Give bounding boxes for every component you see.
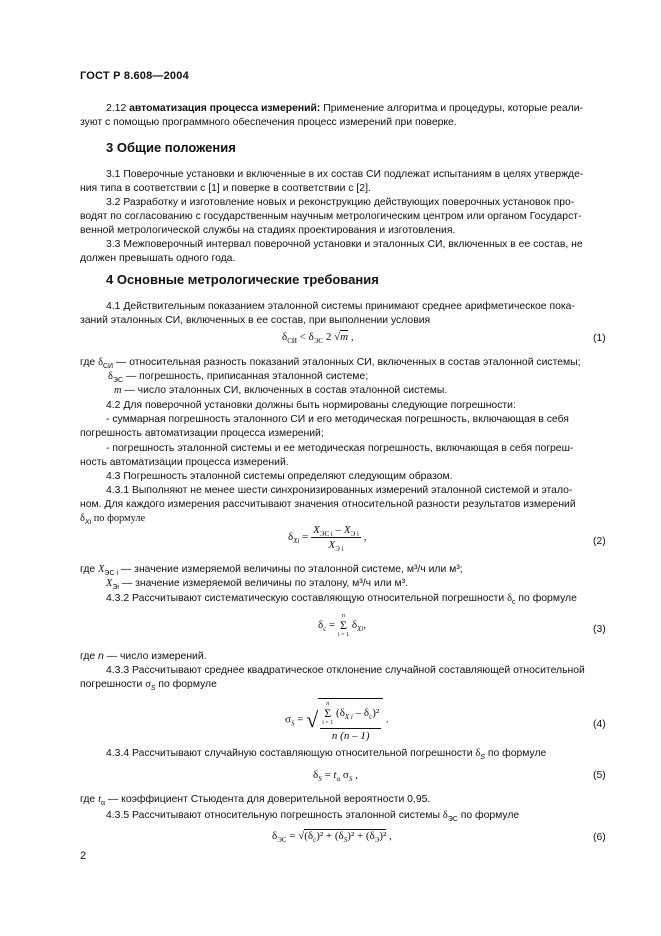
definition-line: где $t_\alpha$ — коэффициент Стьюдента для доверительной вероятности 0,95. [80, 794, 431, 808]
definitions-1 [80, 356, 616, 399]
paragraph-line: водят по согласованию с государственным научным метрологическим центром или органом Государст- [80, 211, 582, 223]
equation-1: $\delta_{СИ} < \delta_{ЭС}$ 2 √m , [282, 331, 354, 346]
term: автоматизация процесса измерений: [129, 103, 321, 114]
paragraph-line: венной метрологической службы на стадиях проектирования и изготовления. [80, 225, 456, 237]
definition-line: где $X_{ЭС i}$ — значение измеряемой величины по эталонной системе, м³/ч или м³; [80, 564, 463, 578]
paragraph-line: 2.12 автоматизация процесса измерений: Применение алгоритма и процедуры, которые реали- [106, 103, 583, 114]
paragraph-line: 3.2 Разработку и изготовление новых и реконструкцию действующих поверочных установок про- [106, 197, 575, 208]
fraction: $\frac{X_{ЭС i} - X_{Э i}}{X_{Э i}}$ [313, 524, 359, 554]
document-header: ГОСТ Р 8.608—2004 [80, 70, 189, 82]
definitions-2 [80, 563, 616, 591]
sum-operator: n Σ i = 1 [338, 613, 350, 638]
definition-line: $X_{Эi}$ — значение измеряемой величины по эталону, м³/ч или м³. [106, 578, 409, 592]
equation-2: $\delta_{Xi}$ = $\frac{X_{ЭС i} - X_{Э i}}{X_{Э i}}$ , [288, 524, 367, 554]
equation-number: (1) [593, 333, 606, 344]
paragraph-line: должен превышать одного года. [80, 253, 236, 265]
paragraph-line: 4.3.3 Рассчитывают среднее квадратическое отклонение случайной составляющей относительной [106, 665, 585, 676]
equation-number: (3) [593, 624, 606, 635]
paragraph-line: погрешность автоматизации процесса измерений; [80, 428, 324, 440]
radical-sign: √ [306, 707, 319, 732]
radicand: $(\delta_c)^2 + (\delta_S)^2 + (\delta_Э)^2$ [304, 830, 387, 845]
equation-number: (4) [593, 719, 606, 730]
fraction: n Σ i = 1 $(\delta_{X i} - \delta_c)^2$ n (n – 1) [322, 701, 380, 742]
paragraph-4-3-1 [80, 484, 616, 527]
paragraph-line: 3.1 Поверочные установки и включенные в их состав СИ подлежат испытаниям в целях утвержде- [106, 169, 584, 180]
paragraph-line: погрешности $\sigma_S$ по формуле [80, 679, 217, 693]
paragraph-3-3 [80, 238, 616, 266]
paragraph-4-3-5 [80, 809, 616, 823]
paragraph-4-3-2 [80, 592, 616, 606]
equation-number: (2) [593, 536, 606, 547]
paragraph-line: ность автоматизации процесса измерений. [80, 456, 289, 468]
paragraph-4-2 [80, 399, 616, 470]
paragraph-line: ния типа в соответствии с [1] и поверке в соответствии с [2]. [80, 183, 371, 195]
section-3-title: 3 Общие положения [106, 140, 236, 155]
definition-line: m — число эталонных СИ, включенных в состав эталонной системы. [114, 385, 448, 397]
definition-line: где n — число измерений. [80, 651, 207, 662]
definition-line: $\delta_{ЭС}$ — погрешность, приписанная эталонной системе; [108, 371, 369, 385]
equation-6: $\delta_{ЭС} = √(\delta_c)^2 + (\delta_S)^2 + (\delta_Э)^2$ , [272, 830, 392, 845]
radical-sign: √ [298, 830, 305, 842]
radicand [318, 698, 383, 742]
page-number: 2 [80, 850, 87, 862]
equation-number: (6) [593, 832, 606, 843]
paragraph-2-12 [80, 102, 616, 130]
paragraph-line: зуют с помощью программного обеспечения процесс измерений при поверке. [80, 117, 457, 129]
paragraph-line: ном. Для каждого измерения рассчитывают значения относительной разности результатов измерений [80, 499, 576, 511]
paragraph-line: 4.3.2 Рассчитывают систематическую составляющую относительной погрешности $\delta_c$ по формуле [106, 593, 577, 607]
paragraph-4-3-4 [80, 747, 616, 761]
paragraph-line: - суммарная погрешность эталонного СИ и его методическая погрешность, включающая в себя [106, 414, 569, 426]
equation-5: $\delta_S = t_\alpha$ $\sigma_S$ , [313, 769, 358, 784]
definitions-3 [80, 650, 616, 664]
radical-sign: √ [334, 331, 341, 343]
paragraph-line: $\delta_{Xi}$ по формуле [80, 513, 146, 527]
paragraph-line: 4.3.4 Рассчитывают случайную составляющую относительной погрешности $\delta_S$ по формуле [106, 748, 547, 762]
sum-operator: n Σ i = 1 [322, 701, 334, 726]
paragraph-3-1 [80, 168, 616, 196]
paragraph-4-3-3 [80, 664, 616, 692]
paragraph-4-3 [80, 470, 616, 484]
paragraph-line: 4.3 Погрешность эталонной системы определяют следующим образом. [106, 471, 453, 482]
paragraph-line: 4.3.1 Выполняют не менее шести синхронизированных измерений эталонной системой и этало- [106, 485, 573, 496]
section-4-title: 4 Основные метрологические требования [106, 272, 379, 287]
definition-line: где $\delta_{СИ}$ — относительная разность показаний эталонных СИ, включенных в состав эталонной системы; [80, 357, 581, 371]
equation-3: $\delta_c$ = n Σ i = 1 $\delta_{Xi}$, [318, 613, 366, 638]
equation-4: $\sigma_S$ = √ n Σ i = 1 $(\delta_{X i} - \delta_c)^2$ n (n – 1) . [285, 698, 389, 742]
paragraph-line: 4.3.5 Рассчитывают относительную погрешность эталонной системы $\delta_{ЭС}$ по формуле [106, 810, 520, 824]
paragraph-line: 3.3 Межповерочный интервал поверочной установки и эталонных СИ, включенных в ее состав, не [106, 239, 583, 250]
paragraph-line: 4.1 Действительным показанием эталонной системы принимают среднее арифметическое пока- [106, 301, 575, 312]
paragraph-4-1 [80, 300, 616, 328]
paragraph-line: - погрешность эталонной системы и ее методическая погрешность, включающая в себя погреш- [106, 442, 574, 454]
paragraph-line: 4.2 Для поверочной установки должны быть нормированы следующие погрешности: [106, 400, 516, 411]
equation-number: (5) [593, 770, 606, 781]
definitions-5 [80, 793, 616, 807]
paragraph-3-2 [80, 196, 616, 239]
paragraph-line: заний эталонных СИ, включенных в ее состав, при выполнении условия [80, 315, 431, 327]
